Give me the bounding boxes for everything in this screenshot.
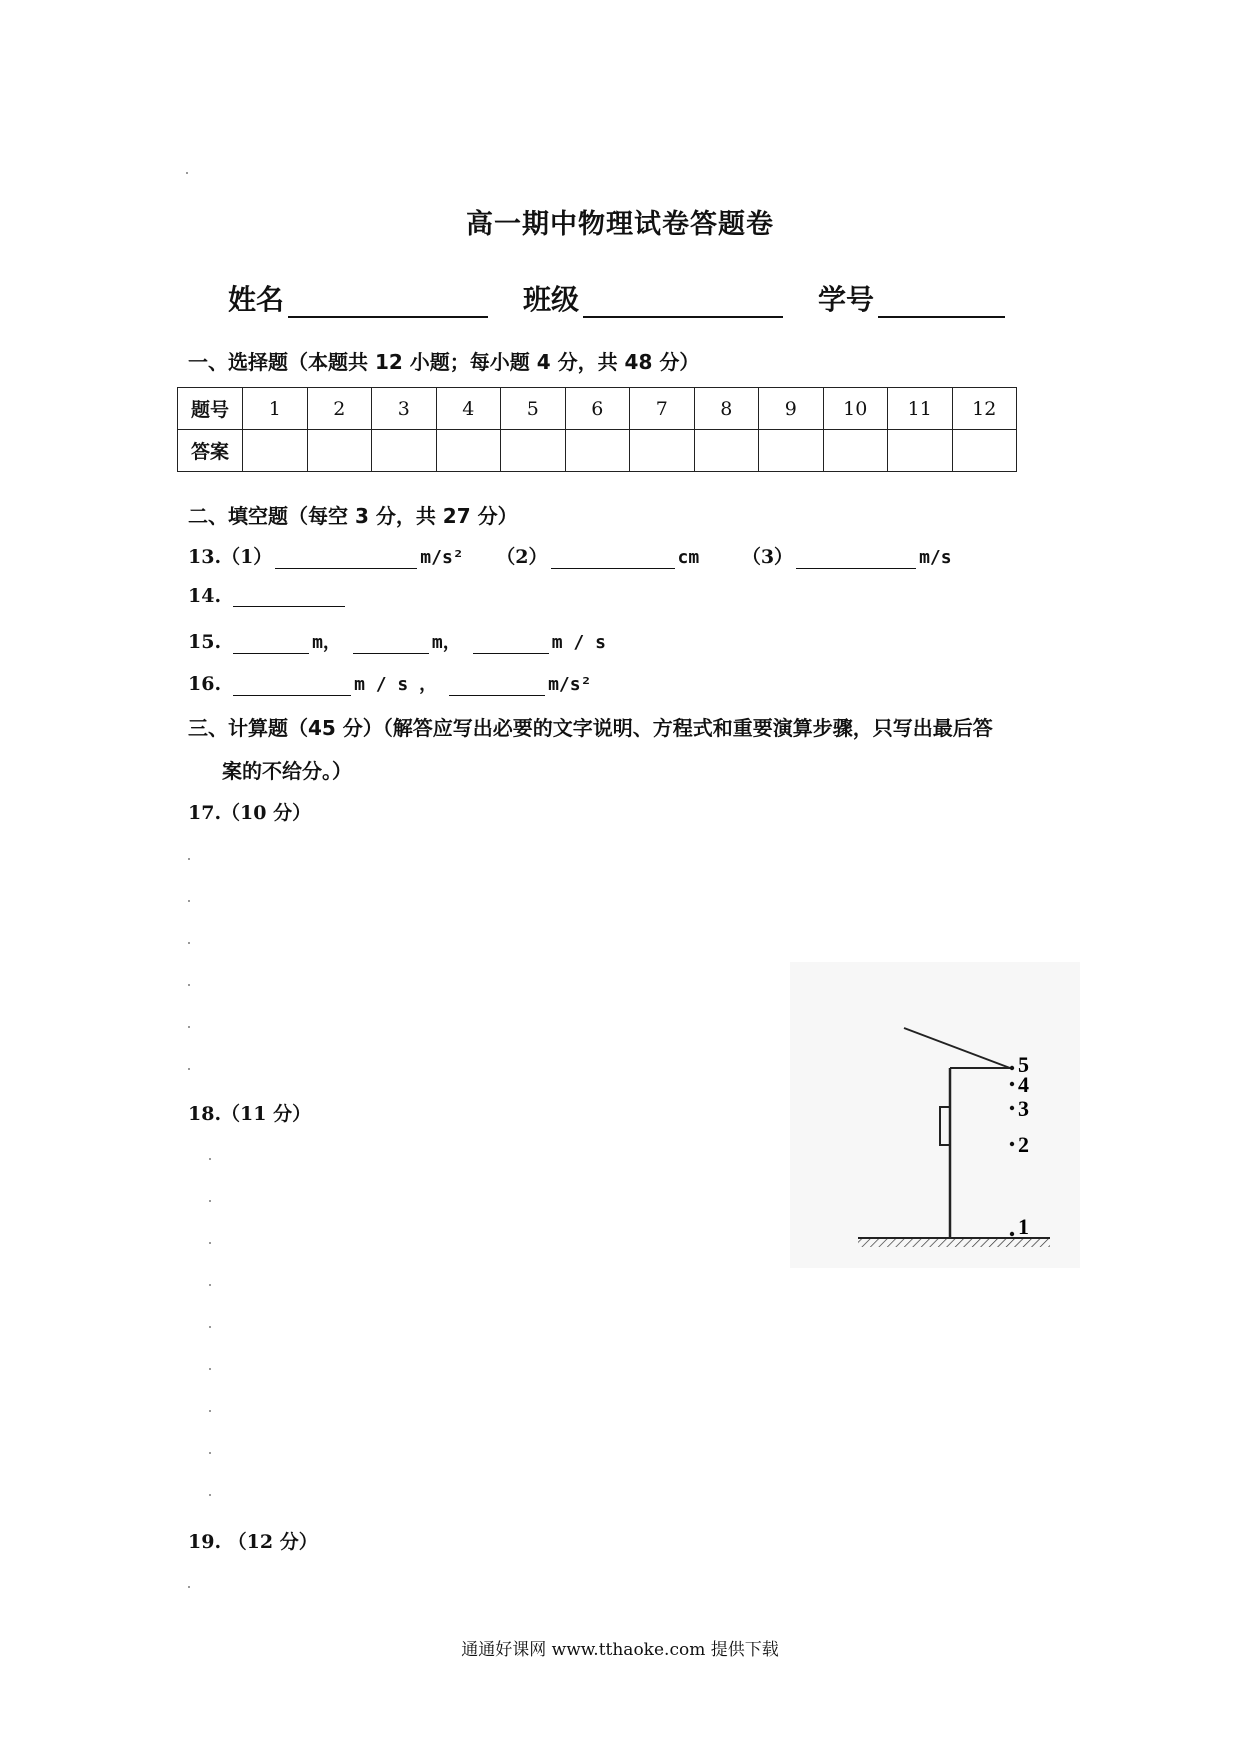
paragraph-mark <box>186 172 188 174</box>
q15-blank-1[interactable] <box>233 633 309 654</box>
section3-heading-line2: 案的不给分。） <box>222 759 352 783</box>
class-blank[interactable] <box>583 288 783 318</box>
paragraph-mark <box>209 1284 211 1286</box>
section2-heading: 二、填空题（每空 3 分，共 27 分） <box>188 504 518 528</box>
q15-number: 15. <box>188 631 222 653</box>
answer-cell[interactable] <box>823 430 888 472</box>
figure-background <box>790 962 1080 1268</box>
page-title: 高一期中物理试卷答题卷 <box>466 209 774 240</box>
q14-blank[interactable] <box>233 586 345 607</box>
id-label: 学号 <box>818 283 875 316</box>
label-4: 4 <box>1018 1072 1029 1097</box>
question-15 <box>188 628 606 654</box>
q16-number: 16. <box>188 673 222 695</box>
name-blank[interactable] <box>288 288 488 318</box>
answer-cell[interactable] <box>436 430 501 472</box>
answer-cell[interactable] <box>694 430 759 472</box>
answer-cell[interactable] <box>630 430 695 472</box>
answer-cell[interactable] <box>759 430 824 472</box>
paragraph-mark <box>209 1452 211 1454</box>
drop-point-1 <box>1010 1232 1014 1236</box>
question-number-2: 2 <box>307 388 372 430</box>
q15-unit-1: m， <box>312 632 341 653</box>
row-label-answer: 答案 <box>178 430 243 472</box>
class-label: 班级 <box>523 283 580 316</box>
paragraph-mark <box>209 1200 211 1202</box>
q13-unit-3: m/s <box>919 547 952 568</box>
paragraph-mark <box>188 858 190 860</box>
question-18: 18.（11 分） <box>188 1103 312 1125</box>
q13-part2-label: （2） <box>496 546 548 568</box>
q13-part3-label: （3） <box>741 546 794 568</box>
q15-blank-3[interactable] <box>473 633 549 654</box>
ground-hatching <box>858 1238 1050 1247</box>
question-number-10: 10 <box>823 388 888 430</box>
drop-point-5 <box>1010 1066 1014 1070</box>
question-number-3: 3 <box>372 388 437 430</box>
question-14 <box>188 585 348 607</box>
q15-unit-2: m， <box>431 632 461 653</box>
q16-unit-1: m / s ， <box>354 674 438 695</box>
q14-number: 14. <box>188 585 222 607</box>
page-footer: 通通好课网 www.tthaoke.com 提供下载 <box>461 1640 779 1660</box>
label-5: 5 <box>1018 1052 1029 1077</box>
class-field <box>523 278 783 318</box>
label-3: 3 <box>1018 1096 1029 1121</box>
question-17: 17.（10 分） <box>188 802 312 824</box>
paragraph-mark <box>188 1026 190 1028</box>
name-field <box>228 278 488 318</box>
q13-part1-label: （1） <box>221 546 273 568</box>
answer-cell[interactable] <box>565 430 630 472</box>
paragraph-mark <box>188 1068 190 1070</box>
paragraph-mark <box>188 900 190 902</box>
answer-cell[interactable] <box>372 430 437 472</box>
id-blank[interactable] <box>878 288 1005 318</box>
q13-number: 13. <box>188 546 222 568</box>
paragraph-mark <box>209 1158 211 1160</box>
section3-heading-line1: 三、计算题（45 分）（解答应写出必要的文字说明、方程式和重要演算步骤，只写出最后答 <box>188 716 993 740</box>
question-number-1: 1 <box>243 388 308 430</box>
q16-unit-2: m/s² <box>548 674 592 695</box>
q15-blank-2[interactable] <box>353 633 429 654</box>
question-number-12: 12 <box>952 388 1017 430</box>
q13-unit-2: cm <box>677 547 700 568</box>
answer-cell[interactable] <box>501 430 566 472</box>
label-1: 1 <box>1018 1214 1029 1239</box>
paragraph-mark <box>209 1326 211 1328</box>
id-field <box>818 278 1005 318</box>
question-number-5: 5 <box>501 388 566 430</box>
q16-blank-1[interactable] <box>233 675 351 696</box>
label-2: 2 <box>1018 1132 1029 1157</box>
paragraph-mark <box>188 942 190 944</box>
question-number-11: 11 <box>888 388 953 430</box>
q15-unit-3: m / s <box>551 632 606 653</box>
answer-cell[interactable] <box>243 430 308 472</box>
table-row-numbers <box>178 388 1017 430</box>
name-label: 姓名 <box>228 283 285 316</box>
question-13 <box>188 542 952 569</box>
paragraph-mark <box>188 1586 190 1588</box>
q13-unit-1: m/s² <box>420 547 464 568</box>
paragraph-mark <box>188 984 190 986</box>
question-number-8: 8 <box>694 388 759 430</box>
drop-point-4 <box>1010 1082 1014 1086</box>
q13-blank-3[interactable] <box>796 548 916 569</box>
paragraph-mark <box>209 1368 211 1370</box>
answer-cell[interactable] <box>307 430 372 472</box>
question-19: 19. （12 分） <box>188 1531 318 1553</box>
paragraph-mark <box>209 1242 211 1244</box>
drop-point-2 <box>1010 1142 1014 1146</box>
question-number-4: 4 <box>436 388 501 430</box>
paragraph-mark <box>209 1494 211 1496</box>
q13-blank-1[interactable] <box>275 548 417 569</box>
answer-cell[interactable] <box>952 430 1017 472</box>
paragraph-mark <box>209 1410 211 1412</box>
question-number-7: 7 <box>630 388 695 430</box>
q16-blank-2[interactable] <box>449 675 545 696</box>
answer-table <box>177 387 1017 472</box>
section1-heading: 一、选择题（本题共 12 小题；每小题 4 分，共 48 分） <box>188 350 700 374</box>
row-label-number: 题号 <box>178 388 243 430</box>
answer-cell[interactable] <box>888 430 953 472</box>
question18-figure <box>790 962 1080 1268</box>
question-16 <box>188 670 591 696</box>
q13-blank-2[interactable] <box>551 548 675 569</box>
question-number-9: 9 <box>759 388 824 430</box>
question-number-6: 6 <box>565 388 630 430</box>
table-row-answers <box>178 430 1017 472</box>
drop-point-3 <box>1010 1106 1014 1110</box>
